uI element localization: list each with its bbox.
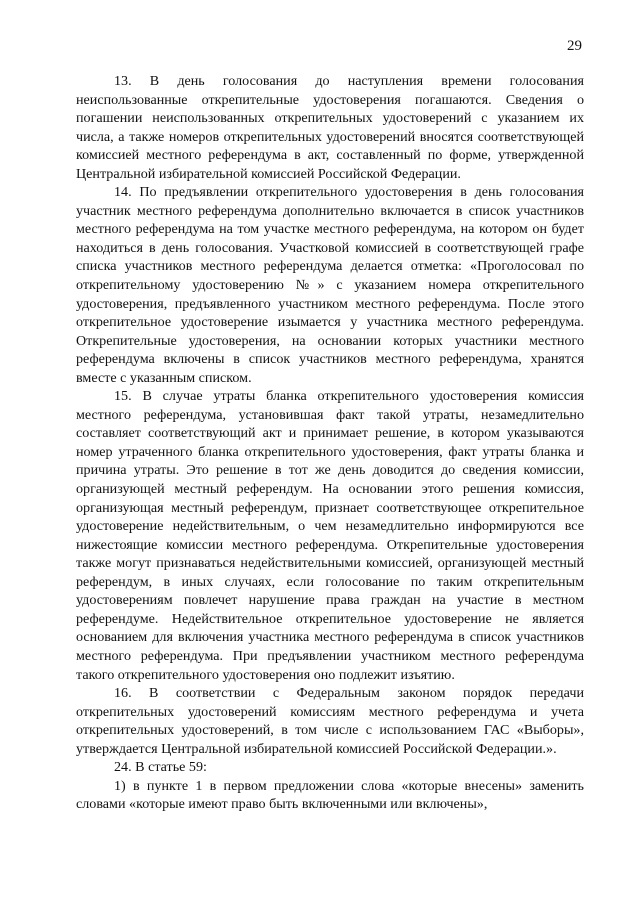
document-body: [76, 72, 584, 814]
paragraph-item-15: 15. В случае утраты бланка открепительного удостоверения комиссия местного референдума, установившая факт такой утраты, незамедлительно составляет соответствующий акт и принимает решение, в котором указываются номер утраченного бланка открепительного удостоверения, факт утраты бланка и причина утраты. Это решение в тот же день доводится до сведения комиссии, организующей местный референдум. На основании этого решения комиссия, организующая местный референдум, признает соответствующее открепительное удостоверение недействительным, о чем незамедлительно информируются все нижестоящие комиссии местного референдума. Открепительные удостоверения также могут признаваться недействительными комиссией, организующей местный референдум, в иных случаях, если голосование по таким открепительным удостоверениям повлечет нарушение права граждан на участие в местном референдуме. Недействительное открепительное удостоверение не является основанием для включения участника местного референдума в список участников местного референдума. При предъявлении участником местного референдума такого открепительного удостоверения оно подлежит изъятию.: [76, 388, 584, 683]
page-number: 29: [567, 38, 582, 54]
paragraph-item-13: 13. В день голосования до наступления времени голосования неиспользованные открепительные удостоверения погашаются. Сведения о погашении неиспользованных открепительных удостоверений с указанием их числа, а также номеров открепительных удостоверений вносятся соответствующей комиссией местного референдума в акт, составленный по форме, утвержденной Центральной избирательной комиссией Российской Федерации.: [76, 73, 584, 182]
paragraph-article-59: 24. В статье 59:: [114, 759, 207, 776]
paragraph-subitem-1: 1) в пункте 1 в первом предложении слова «которые внесены» заменить словами «которые имеют право быть включенными или включены»,: [76, 777, 584, 813]
paragraph-item-14: 14. По предъявлении открепительного удостоверения в день голосования участник местного референдума дополнительно включается в список участников местного референдума на том участке местного референдума, на котором он будет находиться в день голосования. Участковой комиссией в соответствующей графе списка участников местного референдума делается отметка: «Проголосовал по открепительному удостоверению №» с указанием номера открепительного удостоверения, предъявленного участником местного референдума. После этого открепительное удостоверение изымается у участника местного референдума. Открепительные удостоверения, на основании которых участники местного референдума включены в список участников местного референдума, хранятся вместе с указанным списком.: [76, 184, 584, 386]
paragraph-item-16: 16. В соответствии с Федеральным законом порядок передачи открепительных удостоверений комиссиям местного референдума и учета открепительных удостоверений, в том числе с использованием ГАС «Выборы», утверждается Центральной избирательной комиссией Российской Федерации.».: [76, 685, 584, 757]
